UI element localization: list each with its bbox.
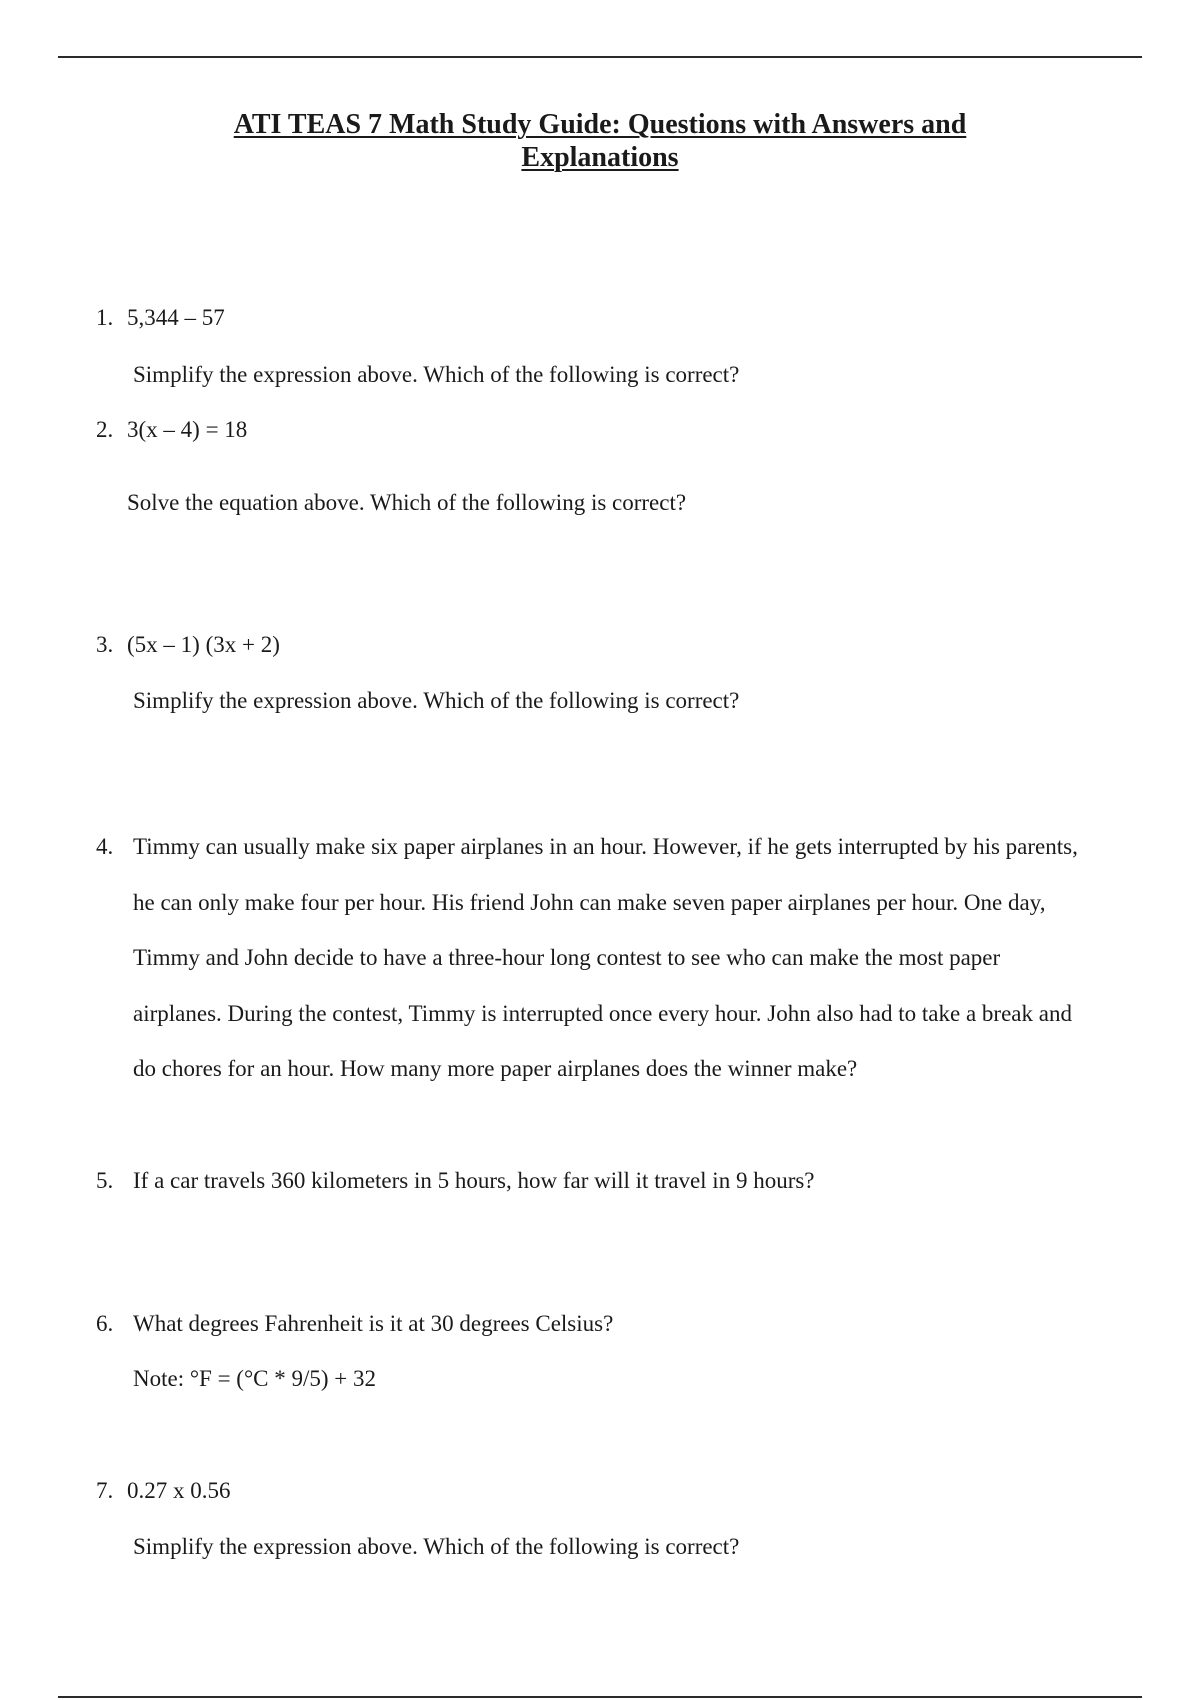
question-text-line: he can only make four per hour. His friend John can make seven paper airplanes per hour. One day,: [133, 890, 1046, 915]
question-note: Note: °F = (°C * 9/5) + 32: [133, 1366, 377, 1391]
question-text: If a car travels 360 kilometers in 5 hours, how far will it travel in 9 hours?: [133, 1168, 815, 1193]
question-text-line: Timmy can usually make six paper airplanes in an hour. However, if he gets interrupted by his parents,: [133, 834, 1078, 859]
question-prompt: Simplify the expression above. Which of the following is correct?: [133, 688, 740, 713]
question-number: 3.: [96, 632, 114, 657]
question-expression: 3(x – 4) = 18: [127, 417, 248, 442]
question-number: 7.: [96, 1478, 114, 1503]
question-number: 1.: [96, 305, 114, 330]
question-expression: 0.27 x 0.56: [127, 1478, 231, 1503]
question-number: 2.: [96, 417, 114, 442]
question-expression: (5x – 1) (3x + 2): [127, 632, 280, 657]
question-expression: 5,344 – 57: [127, 305, 225, 330]
top-divider: [58, 56, 1142, 58]
question-text-line: Timmy and John decide to have a three-hour long contest to see who can make the most paper: [133, 945, 1001, 970]
question-text-line: airplanes. During the contest, Timmy is interrupted once every hour. John also had to take a break and: [133, 1001, 1072, 1026]
page-title: [0, 108, 1200, 174]
question-text-line: do chores for an hour. How many more paper airplanes does the winner make?: [133, 1056, 858, 1081]
question-prompt: Simplify the expression above. Which of the following is correct?: [133, 362, 740, 387]
question-prompt: Simplify the expression above. Which of the following is correct?: [133, 1534, 740, 1559]
title-line-2: Explanations: [521, 142, 679, 173]
bottom-divider: [58, 1696, 1142, 1698]
question-prompt: Solve the equation above. Which of the following is correct?: [127, 490, 687, 515]
question-number: 6.: [96, 1311, 114, 1336]
question-text: What degrees Fahrenheit is it at 30 degrees Celsius?: [133, 1311, 614, 1336]
title-line-1: ATI TEAS 7 Math Study Guide: Questions with Answers and: [233, 109, 967, 140]
question-number: 4.: [96, 834, 114, 859]
question-number: 5.: [96, 1168, 114, 1193]
